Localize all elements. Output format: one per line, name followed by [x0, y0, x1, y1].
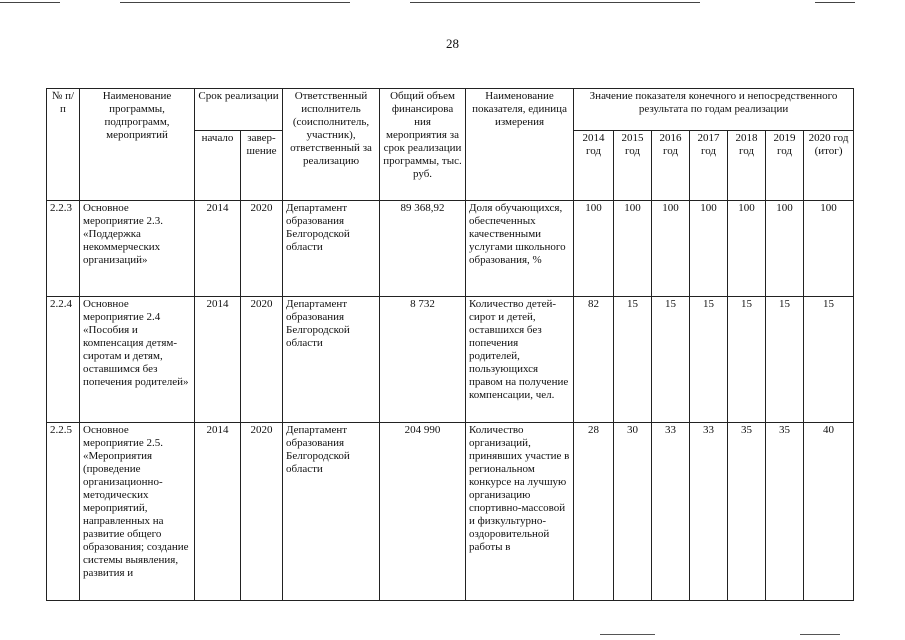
row-value-2015: 30 [614, 423, 652, 601]
row-responsible: Департамент образования Белгородской области [283, 201, 380, 297]
header-indicator: Наименование показателя, единица измерения [466, 89, 574, 201]
header-values: Значение показателя конечного и непосредственного результата по годам реализации [574, 89, 854, 131]
row-indicator: Количество организаций, принявших участие в региональном конкурсе на лучшую организацию спортивно-массовой и физкультурно-оздоровительной работы в [466, 423, 574, 601]
header-year-2017: 2017 год [690, 131, 728, 201]
table-row [47, 423, 854, 601]
row-value-2018: 15 [728, 297, 766, 423]
row-end: 2020 [241, 297, 283, 423]
header-responsible: Ответственный исполнитель (соисполнитель, участник), ответственный за реализацию [283, 89, 380, 201]
row-funding: 204 990 [380, 423, 466, 601]
row-num: 2.2.3 [47, 201, 80, 297]
row-value-2020: 15 [804, 297, 854, 423]
header-year-2014: 2014 год [574, 131, 614, 201]
row-indicator: Количество детей-сирот и детей, оставшихся без попечения родителей, пользующихся правом на получение компенсации, чел. [466, 297, 574, 423]
row-indicator: Доля обучающихся, обеспеченных качественными услугами школьного образования, % [466, 201, 574, 297]
row-value-2019: 15 [766, 297, 804, 423]
header-num: № п/п [47, 89, 80, 201]
row-start: 2014 [195, 297, 241, 423]
row-funding: 89 368,92 [380, 201, 466, 297]
row-end: 2020 [241, 423, 283, 601]
row-responsible: Департамент образования Белгородской области [283, 423, 380, 601]
row-value-2015: 100 [614, 201, 652, 297]
row-value-2019: 100 [766, 201, 804, 297]
row-value-2017: 100 [690, 201, 728, 297]
header-period: Срок реализации [195, 89, 283, 131]
row-value-2016: 100 [652, 201, 690, 297]
header-row-1 [47, 89, 854, 131]
header-name: Наименование программы, подпрограмм, мероприятий [80, 89, 195, 201]
header-year-2015: 2015 год [614, 131, 652, 201]
row-value-2016: 15 [652, 297, 690, 423]
row-value-2018: 100 [728, 201, 766, 297]
row-start: 2014 [195, 423, 241, 601]
row-value-2017: 33 [690, 423, 728, 601]
row-value-2016: 33 [652, 423, 690, 601]
row-value-2017: 15 [690, 297, 728, 423]
header-year-2016: 2016 год [652, 131, 690, 201]
header-year-2019: 2019 год [766, 131, 804, 201]
row-value-2014: 82 [574, 297, 614, 423]
row-value-2018: 35 [728, 423, 766, 601]
row-funding: 8 732 [380, 297, 466, 423]
row-name: Основное мероприятие 2.5. «Мероприятия (проведение организационно-методических мероприятий, направленных на развитие общего образования; создание системы выявления, развития и [80, 423, 195, 601]
row-name: Основное мероприятие 2.3. «Поддержка некоммерческих организаций» [80, 201, 195, 297]
header-year-2018: 2018 год [728, 131, 766, 201]
header-funding: Общий объем финансирова ния мероприятия за срок реализации программы, тыс. руб. [380, 89, 466, 201]
header-start: начало [195, 131, 241, 201]
row-value-2015: 15 [614, 297, 652, 423]
table-row [47, 297, 854, 423]
program-table [46, 88, 854, 601]
row-value-2020: 40 [804, 423, 854, 601]
row-start: 2014 [195, 201, 241, 297]
row-name: Основное мероприятие 2.4 «Пособия и компенсация детям-сиротам и детям, оставшимся без попечения родителей» [80, 297, 195, 423]
page-number: 28 [446, 36, 459, 51]
row-num: 2.2.4 [47, 297, 80, 423]
row-end: 2020 [241, 201, 283, 297]
row-num: 2.2.5 [47, 423, 80, 601]
row-value-2019: 35 [766, 423, 804, 601]
scan-edge-top [0, 0, 905, 6]
row-value-2014: 28 [574, 423, 614, 601]
row-responsible: Департамент образования Белгородской области [283, 297, 380, 423]
header-year-2020: 2020 год (итог) [804, 131, 854, 201]
header-end: завер-шение [241, 131, 283, 201]
table-row [47, 201, 854, 297]
row-value-2020: 100 [804, 201, 854, 297]
row-value-2014: 100 [574, 201, 614, 297]
